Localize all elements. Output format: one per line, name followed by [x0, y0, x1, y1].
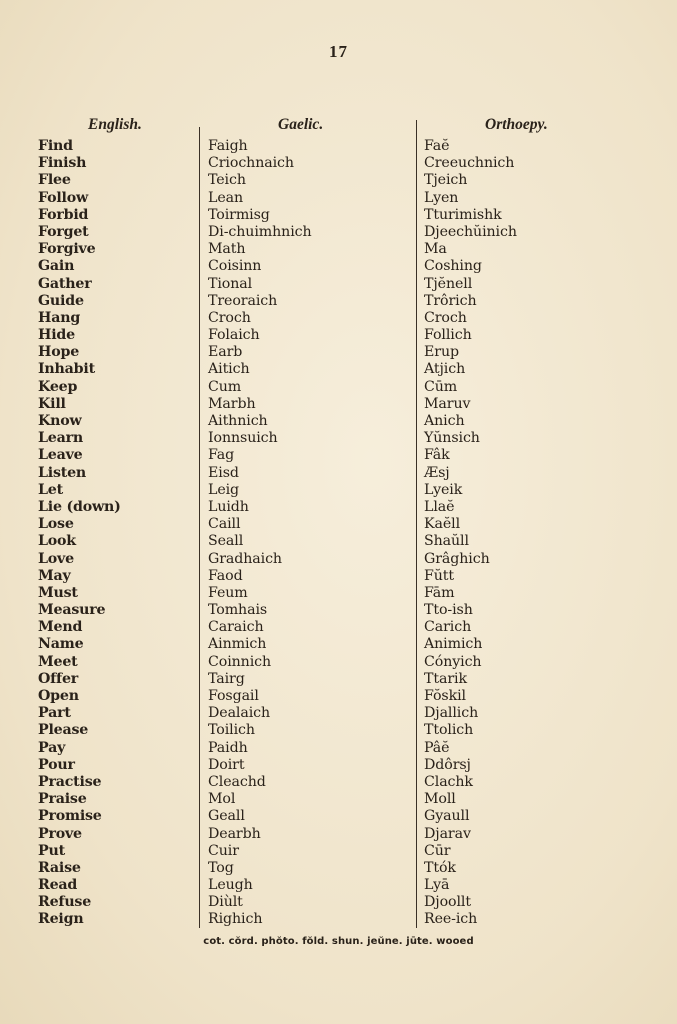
- gaelic-word-list: [208, 138, 312, 929]
- english-word: Let: [38, 481, 63, 498]
- gaelic-word: Croch: [208, 309, 251, 326]
- orthoepy-word: Anich: [424, 413, 465, 429]
- orthoepy-word: Ttók: [424, 859, 456, 876]
- orthoepy-word: Erup: [424, 344, 459, 361]
- english-word: Forbid: [38, 206, 89, 223]
- english-word: Pay: [38, 739, 66, 756]
- english-word: Inhabit: [38, 361, 95, 378]
- gaelic-word: Lean: [208, 189, 244, 206]
- english-word: Hang: [38, 309, 81, 326]
- gaelic-word: Toirmisg: [208, 206, 270, 223]
- english-word: Keep: [38, 378, 78, 395]
- gaelic-word: Faigh: [208, 138, 248, 154]
- english-word: Leave: [38, 447, 83, 464]
- orthoepy-word: Clachk: [424, 773, 473, 790]
- orthoepy-word: Fâk: [424, 447, 450, 464]
- english-word: Prove: [38, 825, 82, 842]
- gaelic-word: Coinnich: [208, 653, 272, 670]
- english-word: Love: [38, 550, 74, 567]
- gaelic-word: Caill: [208, 516, 241, 533]
- orthoepy-word: Cūm: [424, 378, 458, 395]
- gaelic-word: Teich: [208, 172, 246, 189]
- orthoepy-word: Kaĕll: [424, 516, 461, 533]
- gaelic-word: Gradhaich: [208, 550, 282, 567]
- english-word: Know: [38, 413, 82, 429]
- gaelic-word: Feum: [208, 584, 248, 601]
- english-word: Follow: [38, 189, 89, 206]
- orthoepy-word: Trôrich: [424, 292, 477, 309]
- english-word: Open: [38, 688, 79, 704]
- gaelic-word: Aithnich: [208, 413, 268, 429]
- orthoepy-word: Djarav: [424, 825, 471, 842]
- gaelic-word: Di-chuimhnich: [208, 223, 312, 240]
- english-word: Read: [38, 877, 78, 894]
- english-word: Praise: [38, 791, 87, 808]
- orthoepy-word: Animich: [424, 636, 483, 653]
- orthoepy-word: Æsj: [424, 464, 450, 481]
- english-word: Hope: [38, 344, 80, 361]
- gaelic-word: Aitich: [208, 361, 250, 378]
- english-word: Learn: [38, 430, 83, 447]
- orthoepy-word: Faĕ: [424, 138, 450, 154]
- english-word: May: [38, 567, 71, 584]
- english-word: Measure: [38, 602, 106, 619]
- gaelic-word: Folaich: [208, 327, 260, 344]
- english-word: Promise: [38, 808, 102, 825]
- page-number: 17: [329, 42, 348, 61]
- english-word: Lie (down): [38, 498, 121, 515]
- english-word: Find: [38, 138, 73, 154]
- gaelic-word: Criochnaich: [208, 155, 294, 172]
- orthoepy-word: Fŏskil: [424, 688, 466, 704]
- orthoepy-word: Fŭtt: [424, 567, 454, 584]
- orthoepy-word: Maruv: [424, 395, 471, 412]
- column-divider-right: [416, 120, 417, 928]
- gaelic-word: Tog: [208, 859, 234, 876]
- gaelic-word: Eisd: [208, 464, 239, 481]
- english-word: Refuse: [38, 894, 92, 911]
- gaelic-word: Luidh: [208, 498, 249, 515]
- english-word: Forget: [38, 223, 89, 240]
- english-word: Offer: [38, 670, 79, 687]
- gaelic-word: Treoraich: [208, 292, 278, 309]
- gaelic-word: Leig: [208, 481, 240, 498]
- orthoepy-word: Lyen: [424, 189, 459, 206]
- english-word: Pour: [38, 756, 75, 773]
- orthoepy-word: Ttolich: [424, 722, 474, 739]
- column-divider-left: [199, 127, 200, 928]
- gaelic-word: Ionnsuich: [208, 430, 278, 447]
- gaelic-word: Cum: [208, 378, 242, 395]
- gaelic-word: Leugh: [208, 877, 253, 894]
- gaelic-word: Seall: [208, 533, 244, 550]
- orthoepy-word: Gyaull: [424, 808, 470, 825]
- gaelic-word: Toilich: [208, 722, 255, 739]
- orthoepy-word: Yŭnsich: [424, 430, 480, 447]
- english-word: Hide: [38, 327, 75, 344]
- orthoepy-word: Djeechŭinich: [424, 223, 517, 240]
- english-word: Lose: [38, 516, 74, 533]
- orthoepy-word: Pâĕ: [424, 739, 450, 756]
- column-header-gaelic: Gaelic.: [278, 116, 324, 133]
- english-word: Meet: [38, 653, 78, 670]
- orthoepy-word: Llaĕ: [424, 498, 455, 515]
- gaelic-word: Caraich: [208, 619, 264, 636]
- column-header-english: English.: [88, 116, 142, 133]
- english-word: Practise: [38, 773, 102, 790]
- english-word: Reign: [38, 911, 84, 928]
- gaelic-word: Mol: [208, 791, 236, 808]
- orthoepy-word: Moll: [424, 791, 456, 808]
- english-word: Gain: [38, 258, 75, 275]
- orthoepy-word: Tjĕnell: [424, 275, 473, 292]
- gaelic-word: Fosgail: [208, 688, 259, 704]
- gaelic-word: Coisinn: [208, 258, 262, 275]
- english-word: Kill: [38, 395, 66, 412]
- english-word-list: [38, 138, 121, 929]
- gaelic-word: Tional: [208, 275, 253, 292]
- orthoepy-word: Cūr: [424, 842, 451, 859]
- orthoepy-word: Ddôrsj: [424, 756, 471, 773]
- gaelic-word: Dearbh: [208, 825, 261, 842]
- gaelic-word: Fag: [208, 447, 235, 464]
- orthoepy-word: Ttarik: [424, 670, 467, 687]
- english-word: Look: [38, 533, 76, 550]
- gaelic-word: Cleachd: [208, 773, 266, 790]
- orthoepy-word: Creeuchnich: [424, 155, 515, 172]
- orthoepy-word: Djallich: [424, 705, 479, 722]
- orthoepy-word: Coshing: [424, 258, 482, 275]
- gaelic-word: Doirt: [208, 756, 245, 773]
- gaelic-word: Dealaich: [208, 705, 271, 722]
- english-word: Raise: [38, 859, 81, 876]
- orthoepy-word: Carich: [424, 619, 472, 636]
- gaelic-word: Tairg: [208, 670, 245, 687]
- gaelic-word: Ainmich: [208, 636, 267, 653]
- gaelic-word: Faod: [208, 567, 243, 584]
- english-word: Name: [38, 636, 84, 653]
- gaelic-word: Tomhais: [208, 602, 268, 619]
- orthoepy-word: Lyā: [424, 877, 450, 894]
- gaelic-word: Geall: [208, 808, 245, 825]
- english-word: Listen: [38, 464, 87, 481]
- english-word: Finish: [38, 155, 87, 172]
- orthoepy-word: Fām: [424, 584, 455, 601]
- english-word: Forgive: [38, 241, 96, 258]
- english-word: Please: [38, 722, 89, 739]
- english-word: Part: [38, 705, 71, 722]
- orthoepy-word: Djoollt: [424, 894, 471, 911]
- orthoepy-word: Ma: [424, 241, 447, 258]
- orthoepy-word: Croch: [424, 309, 467, 326]
- gaelic-word: Diùlt: [208, 894, 243, 911]
- orthoepy-word: Cónyich: [424, 653, 482, 670]
- orthoepy-word: Lyeik: [424, 481, 463, 498]
- pronunciation-key-footer: cot. cŏrd. phŏto. fŏld. shun. jeŭne. jūte. wooed: [203, 936, 474, 947]
- english-word: Put: [38, 842, 65, 859]
- orthoepy-word-list: [424, 138, 517, 929]
- gaelic-word: Righich: [208, 911, 263, 928]
- orthoepy-word: Grâghich: [424, 550, 490, 567]
- orthoepy-word: Tto-ish: [424, 602, 473, 619]
- english-word: Mend: [38, 619, 83, 636]
- english-word: Gather: [38, 275, 92, 292]
- gaelic-word: Cuir: [208, 842, 239, 859]
- english-word: Must: [38, 584, 78, 601]
- english-word: Guide: [38, 292, 84, 309]
- orthoepy-word: Tjeich: [424, 172, 468, 189]
- gaelic-word: Math: [208, 241, 246, 258]
- orthoepy-word: Follich: [424, 327, 472, 344]
- english-word: Flee: [38, 172, 71, 189]
- gaelic-word: Paidh: [208, 739, 248, 756]
- orthoepy-word: Atjich: [424, 361, 466, 378]
- orthoepy-word: Tturimishk: [424, 206, 502, 223]
- orthoepy-word: Shaŭll: [424, 533, 469, 550]
- gaelic-word: Marbh: [208, 395, 256, 412]
- orthoepy-word: Ree-ich: [424, 911, 478, 928]
- gaelic-word: Earb: [208, 344, 243, 361]
- column-header-orthoepy: Orthoepy.: [485, 116, 548, 133]
